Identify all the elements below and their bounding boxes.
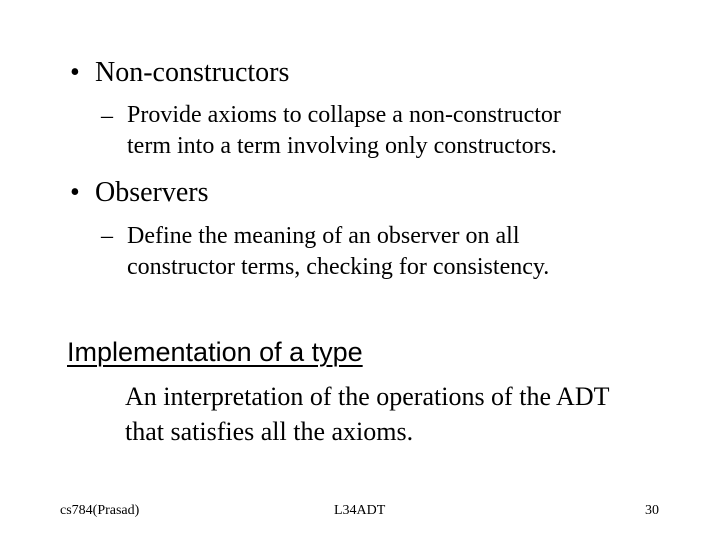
sub-bullet-line: constructor terms, checking for consistency.: [127, 254, 550, 280]
bullet-title-non-constructors: Non-constructors: [95, 57, 290, 88]
sub-bullet-text: [127, 221, 687, 283]
footer-page-number: 30: [645, 503, 659, 518]
sub-bullet-line: term into a term involving only constructors.: [127, 133, 557, 159]
section-heading: Implementation of a type: [67, 337, 363, 367]
bullet-title-observers: Observers: [95, 177, 209, 208]
bullet-dot: •: [70, 177, 80, 208]
sub-bullet-line: Define the meaning of an observer on all: [127, 223, 520, 249]
bullet-dot: •: [70, 57, 80, 88]
definition-text: [125, 379, 685, 449]
sub-bullet-line: Provide axioms to collapse a non-constructor: [127, 102, 561, 128]
sub-bullet-text: [127, 100, 687, 162]
sub-bullet-dash: –: [101, 223, 113, 249]
sub-bullet-dash: –: [101, 103, 113, 129]
footer-slide-title: L34ADT: [334, 503, 386, 518]
footer-course: cs784(Prasad): [60, 503, 140, 518]
definition-line: An interpretation of the operations of the ADT: [125, 382, 610, 411]
definition-line: that satisfies all the axioms.: [125, 417, 414, 446]
